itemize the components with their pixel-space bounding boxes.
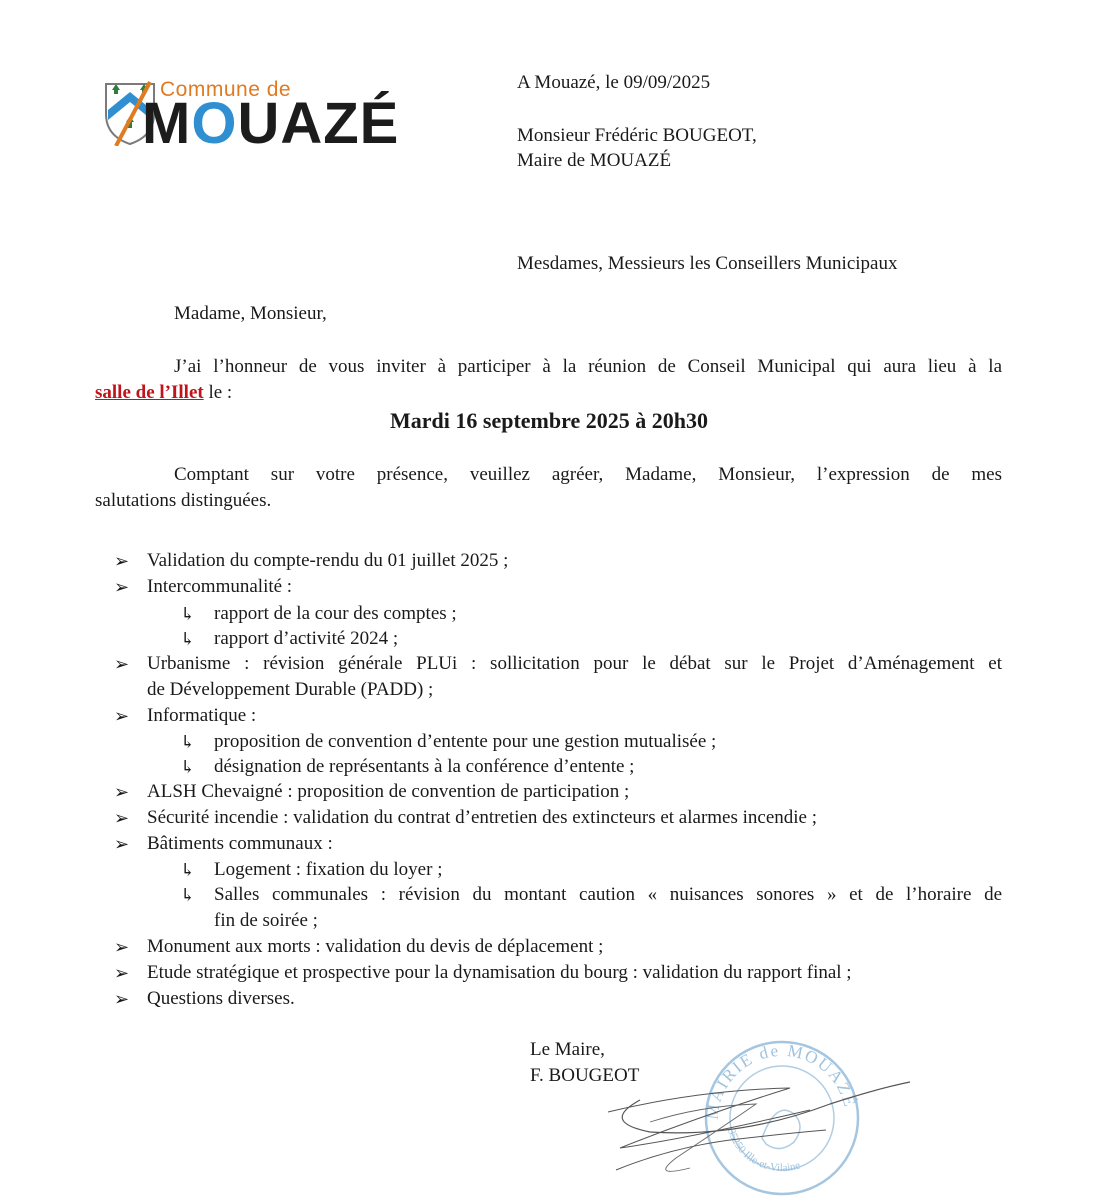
salutation: Madame, Monsieur, [174, 303, 327, 324]
closing-line-2: salutations distinguées. [95, 490, 272, 511]
invitation-line-2 [95, 380, 1002, 406]
agenda-item-continuation: de Développement Durable (PADD) ; [147, 679, 434, 700]
agenda-item: Monument aux morts : validation du devis de déplacement ; [147, 936, 604, 957]
bullet-marker: ➢ [114, 937, 130, 957]
agenda-item: Informatique : [147, 705, 257, 726]
agenda-subitem: proposition de convention d’entente pour une gestion mutualisée ; [214, 731, 717, 752]
agenda-item: Sécurité incendie : validation du contrat d’entretien des extincteurs et alarmes incendie ; [147, 807, 818, 828]
agenda-item: Questions diverses. [147, 988, 295, 1009]
meeting-date: Mardi 16 septembre 2025 à 20h30 [390, 408, 708, 433]
agenda-item: Urbanisme : révision générale PLUi : sollicitation pour le débat sur le Projet d’Aménagement et [147, 653, 1002, 674]
bullet-marker: ➢ [114, 654, 130, 674]
stamp-text: MAIRIE de MOUAZÉ [702, 1040, 860, 1121]
agenda-item: Intercommunalité : [147, 576, 293, 597]
bullet-marker: ➢ [114, 989, 130, 1009]
bullet-marker: ➢ [114, 577, 130, 597]
agenda-subitem: rapport d’activité 2024 ; [214, 628, 399, 649]
closing-paragraph [95, 462, 1002, 514]
sub-bullet-marker: ↳ [180, 604, 196, 624]
closing-line-1: Comptant sur votre présence, veuillez agréer, Madame, Monsieur, l’expression de mes [174, 464, 1002, 485]
invitation-line-1: J’ai l’honneur de vous inviter à participer à la réunion de Conseil Municipal qui aura lieu à la [174, 356, 1002, 377]
logo-name: MOUAZÉ [142, 91, 400, 156]
agenda-subitem: Salles communales : révision du montant caution « nuisances sonores » et de l’horaire de [214, 884, 1002, 905]
sub-bullet-marker: ↳ [180, 885, 196, 905]
bullet-marker: ➢ [114, 706, 130, 726]
bullet-marker: ➢ [114, 808, 130, 828]
bullet-marker: ➢ [114, 834, 130, 854]
agenda-subitem: Logement : fixation du loyer ; [214, 859, 443, 880]
mayor-stamp-icon [580, 1030, 920, 1200]
agenda-subitem: rapport de la cour des comptes ; [214, 603, 457, 624]
signature-name: F. BOUGEOT [530, 1065, 640, 1086]
agenda-item: Validation du compte-rendu du 01 juillet 2025 ; [147, 550, 509, 571]
agenda-item: ALSH Chevaigné : proposition de convention de participation ; [147, 781, 630, 802]
agenda-item: Etude stratégique et prospective pour la dynamisation du bourg : validation du rapport final ; [147, 962, 852, 983]
stamp-bottom-text: 35250 Ille-et-Vilaine [725, 1127, 802, 1175]
agenda-subitem-continuation: fin de soirée ; [214, 910, 318, 931]
location-link[interactable]: salle de l’Illet [95, 382, 204, 403]
location-suffix: le : [203, 382, 233, 403]
sender-name: Monsieur Frédéric BOUGEOT, [517, 125, 757, 146]
invitation-paragraph [95, 354, 1002, 406]
bullet-marker: ➢ [114, 782, 130, 802]
sub-bullet-marker: ↳ [180, 860, 196, 880]
recipients: Mesdames, Messieurs les Conseillers Municipaux [517, 253, 898, 274]
logo-subtitle: Commune de [160, 78, 292, 101]
agenda-subitem: désignation de représentants à la conférence d’entente ; [214, 756, 635, 777]
signature-title: Le Maire, [530, 1039, 605, 1060]
commune-logo [102, 72, 432, 162]
sub-bullet-marker: ↳ [180, 732, 196, 752]
sender-title: Maire de MOUAZÉ [517, 150, 672, 171]
agenda-item: Bâtiments communaux : [147, 833, 333, 854]
bullet-marker: ➢ [114, 551, 130, 571]
sub-bullet-marker: ↳ [180, 757, 196, 777]
sub-bullet-marker: ↳ [180, 629, 196, 649]
bullet-marker: ➢ [114, 963, 130, 983]
place-date: A Mouazé, le 09/09/2025 [517, 72, 711, 93]
